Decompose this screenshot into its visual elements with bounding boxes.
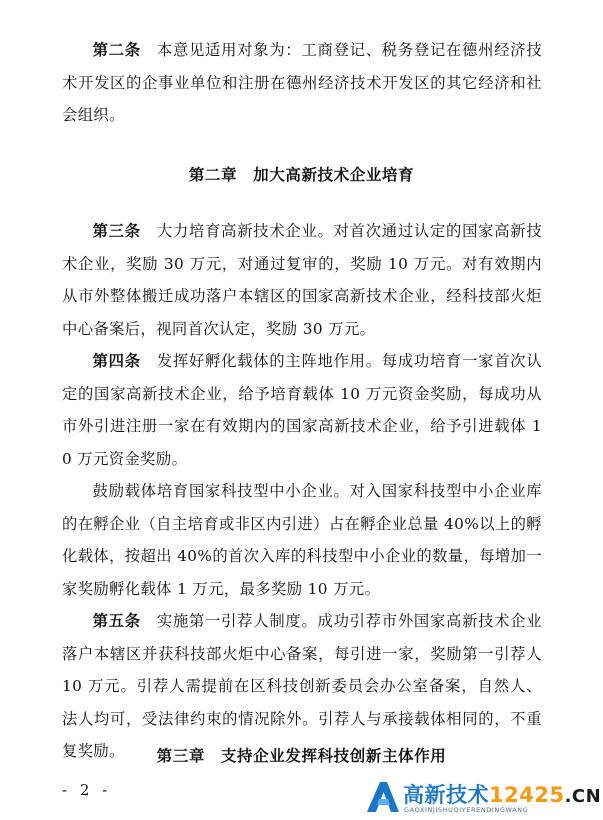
article-text: 实施第一引荐人制度。成功引荐市外国家高新技术企业落户本辖区并获科技部火炬中心备案，每引进一家，奖励第一引荐人 10 万元。引荐人需提前在区科技创新委员会办公室备案，自然人、法人均可，受法律约束的情况除外。引荐人与承接载体相同的，不重复奖励。: [62, 612, 543, 760]
article-text: 大力培育高新技术企业。对首次通过认定的国家高新技术企业，奖励 30 万元，对通过复审的，奖励 10 万元。对有效期内从市外整体搬迁成功落户本辖区的国家高新技术企业，经科技部火炬中心备案后，视同首次认定，奖励 30 万元。: [62, 222, 543, 338]
chapter-number: 第二章: [188, 166, 238, 184]
page-number: - 2 -: [62, 781, 112, 799]
article-number: 第三条: [92, 222, 141, 240]
article-number: 第五条: [92, 612, 141, 630]
article-paragraph: [62, 215, 542, 345]
article-paragraph: [62, 34, 542, 132]
chapter-number: 第三章: [156, 747, 205, 765]
watermark-domain: .CN: [564, 786, 602, 807]
article-text: 发挥好孵化载体的主阵地作用。每成功培育一家首次认定的国家高新技术企业，给予培育载体 10 万元资金奖励，每成功从市外引进注册一家在有效期内的国家高新技术企业，给予引进载体 10 万元资金奖励。: [62, 352, 543, 468]
article-paragraph: [62, 475, 542, 605]
watermark-brand: 高新技术12425.CN: [403, 783, 602, 807]
chapter-heading-2: [0, 163, 603, 185]
chapter-title: 加大高新技术企业培育: [253, 166, 415, 184]
article-group-middle: [62, 215, 542, 768]
article-number: 第四条: [92, 352, 141, 370]
article-number: 第二条: [92, 41, 141, 59]
article-text: 鼓励载体培育国家科技型中小企业。对入国家科技型中小企业库的在孵企业（自主培育或非区内引进）占在孵企业总量 40%以上的孵化载体，按超出 40%的首次入库的科技型中小企业的数量，每增加一家奖励孵化载体 1 万元，最多奖励 10 万元。: [62, 482, 542, 598]
chapter-heading-3: [0, 744, 603, 766]
article-group-top: [62, 34, 542, 132]
chapter-title: 支持企业发挥科技创新主体作用: [220, 747, 447, 765]
brand-logo-icon: [365, 778, 401, 816]
article-text: 本意见适用对象为：工商登记、税务登记在德州经济技术开发区的企事业单位和注册在德州经济技术开发区的其它经济和社会组织。: [62, 41, 543, 124]
article-paragraph: [62, 345, 542, 475]
site-watermark: [365, 776, 603, 820]
watermark-number: 12425: [489, 783, 565, 807]
watermark-subtitle: GAOXINJISHUQIYERENDINGWANG: [404, 806, 529, 814]
